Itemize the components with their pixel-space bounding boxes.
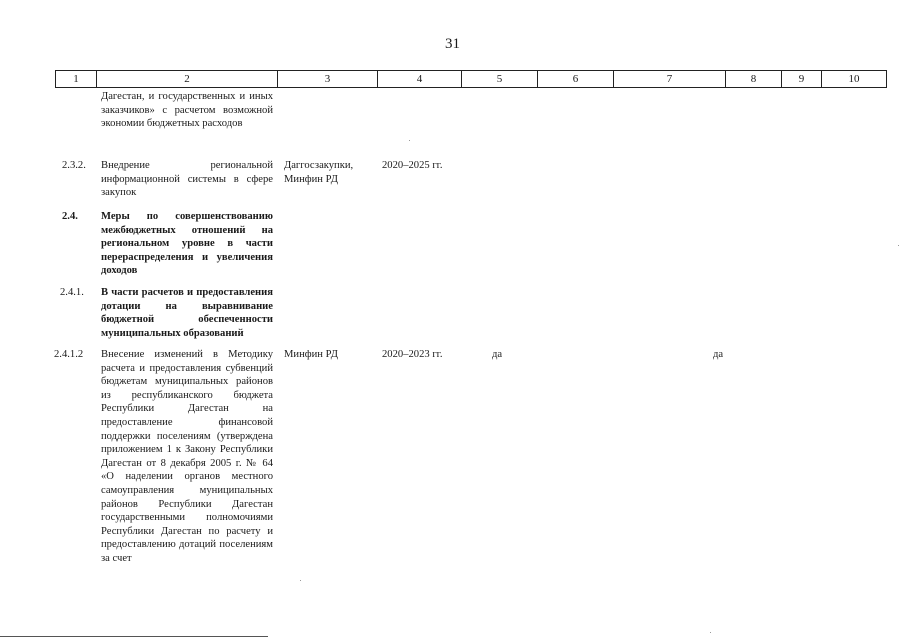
scan-speck bbox=[300, 580, 301, 581]
header-cell-10: 10 bbox=[821, 71, 887, 87]
row-2-description: Меры по совершенствованию межбюджетных отношений на региональном уровне в части перераспределения и увеличения доходов bbox=[101, 211, 273, 277]
header-cell-8: 8 bbox=[725, 71, 781, 87]
row-1-code: 2.3.2. bbox=[62, 160, 86, 171]
scan-speck bbox=[898, 245, 899, 246]
row-4-col8-mark: да bbox=[713, 349, 724, 360]
row-4-col5-mark: да bbox=[492, 349, 503, 360]
row-2-code: 2.4. bbox=[62, 211, 78, 222]
row-4-period: 2020–2023 гг. bbox=[382, 349, 443, 360]
row-0-description: Дагестан, и государственных и иных заказчиков» с расчетом возможной экономии бюджетных расходов bbox=[101, 91, 273, 130]
scan-speck bbox=[710, 632, 711, 633]
bottom-scan-edge-line bbox=[0, 636, 268, 637]
row-4-executor: Минфин РД bbox=[284, 349, 338, 360]
header-cell-2: 2 bbox=[96, 71, 277, 87]
row-4-description: Внесение изменений в Методику расчета и предоставления субвенций бюджетам муниципальных районов из республиканского бюджета Республики Дагестан на предоставление финансовой поддержки поселениям (утверждена приложением 1 к Закону Республики Дагестан от 8 декабря 2005 г. № 64 «О наделении органов местного самоуправления муниципальных районов Республики Дагестан государственными полномочиями Республики Дагестан по расчету и предоставлению дотаций поселениям за счет bbox=[101, 349, 273, 564]
header-cell-1: 1 bbox=[55, 71, 96, 87]
table-header-row bbox=[55, 70, 887, 88]
row-4-code: 2.4.1.2 bbox=[54, 349, 84, 360]
row-1-description: Внедрение региональной информационной системы в сфере закупок bbox=[101, 160, 273, 199]
header-cell-3: 3 bbox=[277, 71, 377, 87]
header-cell-6: 6 bbox=[537, 71, 613, 87]
page-number: 31 bbox=[445, 36, 460, 52]
header-cell-7: 7 bbox=[613, 71, 725, 87]
header-cell-5: 5 bbox=[461, 71, 537, 87]
header-cell-4: 4 bbox=[377, 71, 461, 87]
row-1-period: 2020–2025 гг. bbox=[382, 160, 443, 171]
row-1-executor: Даггосзакупки, Минфин РД bbox=[284, 160, 354, 185]
scan-speck bbox=[409, 140, 410, 141]
row-3-code: 2.4.1. bbox=[60, 287, 84, 298]
header-cell-9: 9 bbox=[781, 71, 821, 87]
row-3-description: В части расчетов и предоставления дотации на выравнивание бюджетной обеспеченности муниципальных образований bbox=[101, 287, 273, 339]
